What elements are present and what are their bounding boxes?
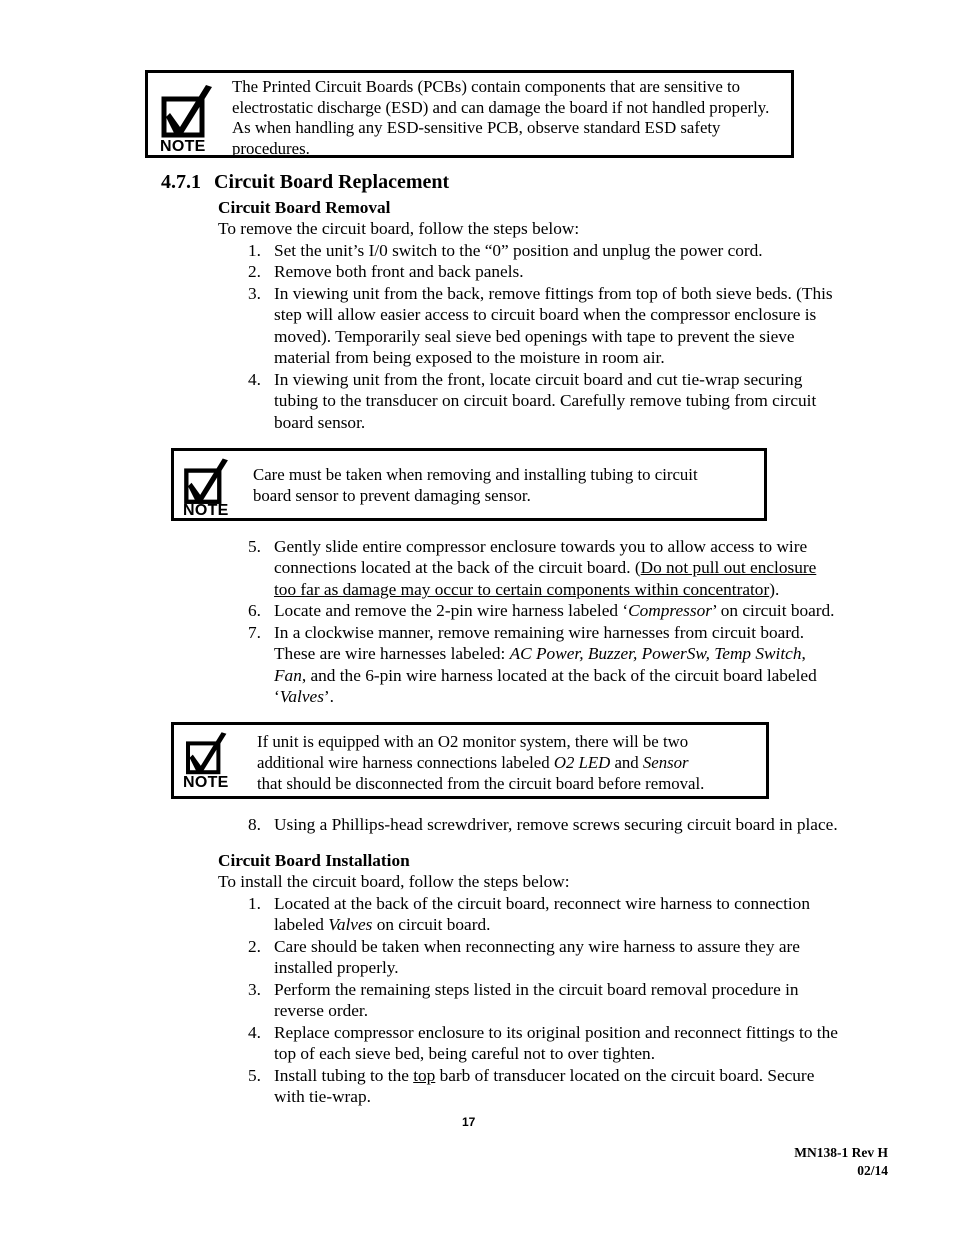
italic-text: Valves xyxy=(279,687,324,706)
step-line: step will allow easier access to circuit board when the compressor enclosure is xyxy=(274,305,817,324)
step-number: 2. xyxy=(248,937,261,956)
step-number: 8. xyxy=(248,815,261,834)
step-line: board sensor. xyxy=(274,413,366,432)
installation-heading: Circuit Board Installation xyxy=(218,851,410,870)
note-label: NOTE xyxy=(183,502,229,519)
text-run: , xyxy=(801,644,806,663)
text-run: ). xyxy=(769,580,780,599)
step-number: 5. xyxy=(248,537,261,556)
italic-text: AC Power, Buzzer, PowerSw, Temp Switch xyxy=(509,644,802,663)
text-run: additional wire harness connections labeled xyxy=(257,753,554,772)
note-line: The Printed Circuit Boards (PCBs) contain components that are sensitive to xyxy=(232,77,741,96)
text-run: barb of transducer located on the circuit board. Secure xyxy=(435,1066,815,1085)
step-text: Remove both front and back panels. xyxy=(274,262,524,281)
note-box-o2-monitor xyxy=(171,722,769,799)
italic-text: Sensor xyxy=(642,753,689,772)
step-line: installed properly. xyxy=(274,958,399,977)
step-number: 1. xyxy=(248,894,261,913)
note-line: procedures. xyxy=(232,138,310,158)
underlined-text: too far as damage may occur to certain components within concentrator xyxy=(274,580,770,599)
step-text: Using a Phillips-head screwdriver, remove screws securing circuit board in place. xyxy=(274,815,838,834)
removal-intro: To remove the circuit board, follow the steps below: xyxy=(218,219,580,238)
step-line xyxy=(274,579,779,601)
step-number: 7. xyxy=(248,623,261,642)
step-line xyxy=(274,557,816,579)
note-line: If unit is equipped with an O2 monitor system, there will be two xyxy=(257,732,689,751)
note-line: Care must be taken when removing and installing tubing to circuit xyxy=(253,465,698,484)
text-run: Install tubing to the xyxy=(274,1066,414,1085)
step-number: 6. xyxy=(248,601,261,620)
step-line: with tie-wrap. xyxy=(274,1087,371,1106)
note-text xyxy=(253,465,698,506)
note-line xyxy=(257,752,704,773)
text-run: ’ on circuit board. xyxy=(711,601,835,620)
step-line xyxy=(274,600,835,622)
step-line: Care should be taken when reconnecting any wire harness to assure they are xyxy=(274,937,800,956)
step-number: 3. xyxy=(248,284,261,303)
step-line: Perform the remaining steps listed in the circuit board removal procedure in xyxy=(274,980,799,999)
removal-heading: Circuit Board Removal xyxy=(218,198,391,217)
step-line: Located at the back of the circuit board, reconnect wire harness to connection xyxy=(274,894,810,913)
italic-text: Valves xyxy=(328,915,373,934)
step-number: 2. xyxy=(248,262,261,281)
page-number: 17 xyxy=(462,1115,476,1129)
note-line: board sensor to prevent damaging sensor. xyxy=(253,485,531,505)
section-title: Circuit Board Replacement xyxy=(214,171,450,193)
text-run: ’. xyxy=(323,687,334,706)
note-box-esd xyxy=(145,70,794,158)
italic-text: O2 LED xyxy=(553,753,611,772)
note-text xyxy=(232,77,769,159)
text-run: ‘ xyxy=(274,687,280,706)
step-line xyxy=(274,686,334,708)
step-line xyxy=(274,914,490,936)
note-text xyxy=(257,731,704,794)
section-heading xyxy=(161,172,449,194)
step-line: Replace compressor enclosure to its original position and reconnect fittings to the xyxy=(274,1023,838,1042)
text-run: These are wire harnesses labeled: xyxy=(274,644,510,663)
step-number: 5. xyxy=(248,1066,261,1085)
note-box-tubing xyxy=(171,448,767,521)
text-run: and xyxy=(610,753,643,772)
step-line: In a clockwise manner, remove remaining wire harnesses from circuit board. xyxy=(274,623,805,642)
step-line xyxy=(274,643,806,665)
note-label: NOTE xyxy=(160,138,206,155)
step-line: Gently slide entire compressor enclosure towards you to allow access to wire xyxy=(274,537,808,556)
step-line: moved). Temporarily seal sieve bed openings with tape to prevent the sieve xyxy=(274,327,795,346)
step-line: material from being exposed to the moisture in room air. xyxy=(274,348,665,367)
note-line: electrostatic discharge (ESD) and can damage the board if not handled properly. xyxy=(232,97,770,117)
underlined-text: top xyxy=(413,1066,436,1085)
checkbox-check-icon xyxy=(182,455,234,507)
step-number: 3. xyxy=(248,980,261,999)
step-line: reverse order. xyxy=(274,1001,369,1020)
step-line: tubing to the transducer on circuit board. Carefully remove tubing from circuit xyxy=(274,391,817,410)
checkbox-check-icon xyxy=(182,729,234,777)
text-run: , and the 6-pin wire harness located at the back of the circuit board labeled xyxy=(301,666,817,685)
step-line: In viewing unit from the front, locate circuit board and cut tie-wrap securing xyxy=(274,370,803,389)
step-number: 1. xyxy=(248,241,261,260)
step-number: 4. xyxy=(248,370,261,389)
installation-intro: To install the circuit board, follow the steps below: xyxy=(218,872,570,891)
note-line: that should be disconnected from the circuit board before removal. xyxy=(257,774,705,793)
italic-text: Fan xyxy=(274,666,302,685)
text-run: Locate and remove the 2-pin wire harness labeled ‘ xyxy=(274,601,629,620)
section-number: 4.7.1 xyxy=(161,171,201,193)
step-line xyxy=(274,1065,814,1087)
text-run: on circuit board. xyxy=(372,915,491,934)
document-id: MN138-1 Rev H xyxy=(794,1145,888,1160)
step-number: 4. xyxy=(248,1023,261,1042)
note-label: NOTE xyxy=(183,774,229,791)
document-date: 02/14 xyxy=(857,1163,888,1178)
checkbox-check-icon xyxy=(160,81,218,141)
italic-text: Compressor xyxy=(628,601,712,620)
step-line: top of each sieve bed, being careful not to over tighten. xyxy=(274,1044,656,1063)
text-run: connections located at the back of the circuit board. ( xyxy=(274,558,641,577)
step-text: Set the unit’s I/0 switch to the “0” position and unplug the power cord. xyxy=(274,241,763,260)
step-line xyxy=(274,665,817,687)
underlined-text: Do not pull out enclosure xyxy=(640,558,817,577)
text-run: labeled xyxy=(274,915,329,934)
note-line: As when handling any ESD-sensitive PCB, observe standard ESD safety xyxy=(232,118,721,137)
step-line: In viewing unit from the back, remove fittings from top of both sieve beds. (This xyxy=(274,284,833,303)
